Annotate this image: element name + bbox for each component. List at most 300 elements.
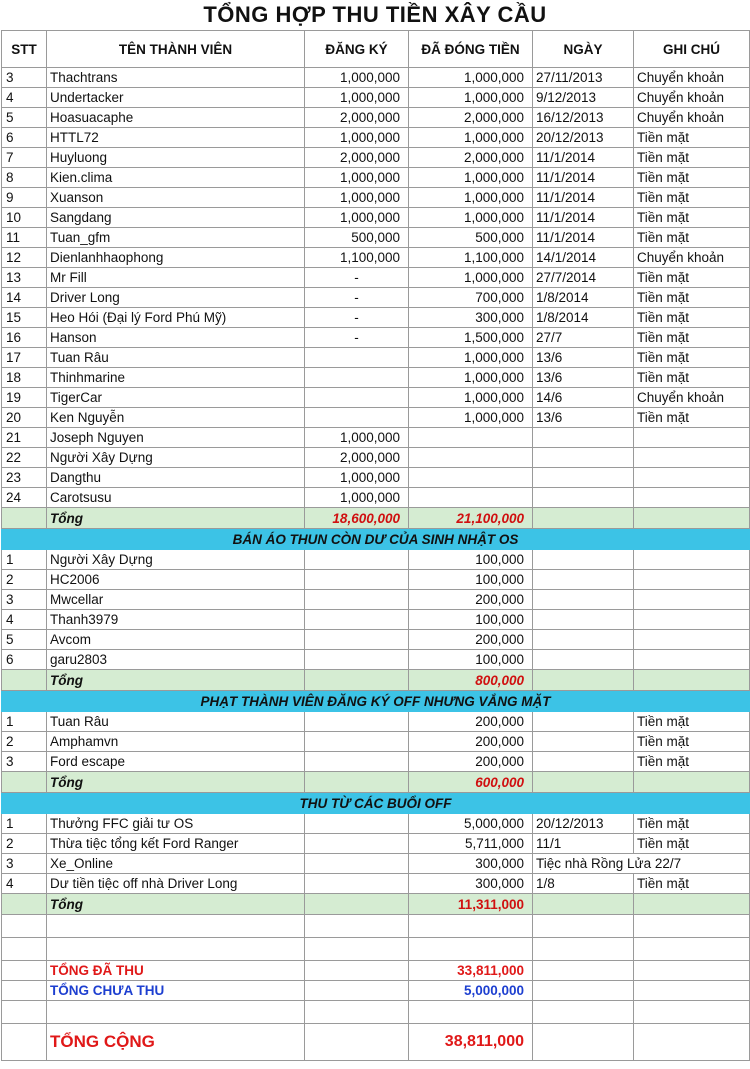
payment-date: 27/7 [533,328,634,348]
stt-cell: 3 [2,590,47,610]
stt-cell: 1 [2,550,47,570]
empty-cell [305,712,409,732]
registered-amount: 1,100,000 [305,248,409,268]
registered-amount: 1,000,000 [305,88,409,108]
blank-row [2,915,750,938]
empty-cell [533,630,634,650]
total-paid: 800,000 [409,670,533,691]
col-paid: ĐÃ ĐÓNG TIỀN [409,31,533,68]
registered-amount [305,348,409,368]
stt-cell: 10 [2,208,47,228]
registered-amount: 1,000,000 [305,188,409,208]
empty-cell [533,752,634,772]
member-name: Tuan_gfm [47,228,305,248]
registered-amount: 2,000,000 [305,108,409,128]
empty-cell [634,650,750,670]
off-row [2,834,750,854]
paid-amount: 700,000 [409,288,533,308]
shirt-row [2,590,750,610]
stt-cell: 2 [2,834,47,854]
registered-amount: 1,000,000 [305,68,409,88]
member-row [2,488,750,508]
payment-note: Tiền mặt [634,348,750,368]
payment-date: 11/1/2014 [533,228,634,248]
payment-date: 13/6 [533,408,634,428]
empty-cell [409,938,533,961]
stt-cell: 3 [2,854,47,874]
empty-cell [305,938,409,961]
payment-note: Tiền mặt [634,208,750,228]
paid-amount: 300,000 [409,854,533,874]
registered-amount: 1,000,000 [305,208,409,228]
total-row [2,670,750,691]
member-name: Người Xây Dựng [47,448,305,468]
total-label: Tổng [47,508,305,529]
empty-cell [305,854,409,874]
member-name: Thưởng FFC giải tư OS [47,814,305,834]
registered-amount: 2,000,000 [305,148,409,168]
empty-cell [305,732,409,752]
member-name: Thanh3979 [47,610,305,630]
member-name: Joseph Nguyen [47,428,305,448]
paid-amount: 5,000,000 [409,814,533,834]
member-row [2,328,750,348]
shirt-row [2,570,750,590]
empty-cell [305,981,409,1001]
stt-cell: 17 [2,348,47,368]
off-row [2,854,750,874]
empty-cell [634,981,750,1001]
payment-note: Chuyển khoản [634,68,750,88]
col-name: TÊN THÀNH VIÊN [47,31,305,68]
total-paid: 11,311,000 [409,894,533,915]
payment-note: Chuyển khoản [634,88,750,108]
payment-note [634,448,750,468]
payment-note: Chuyển khoản [634,108,750,128]
stt-cell: 13 [2,268,47,288]
stt-cell: 19 [2,388,47,408]
member-name: Amphamvn [47,732,305,752]
payment-date [533,448,634,468]
member-row [2,88,750,108]
header-row [2,31,750,68]
member-name: Ken Nguyễn [47,408,305,428]
stt-cell: 21 [2,428,47,448]
empty-cell [634,508,750,529]
empty-cell [409,1001,533,1024]
paid-amount [409,468,533,488]
member-name: Dangthu [47,468,305,488]
registered-amount: - [305,328,409,348]
payment-date: 14/1/2014 [533,248,634,268]
member-row [2,248,750,268]
payment-note: Tiền mặt [634,874,750,894]
payment-date: 11/1/2014 [533,188,634,208]
member-name: Undertacker [47,88,305,108]
empty-cell [2,981,47,1001]
empty-cell [533,712,634,732]
registered-amount: 1,000,000 [305,468,409,488]
empty-cell [533,915,634,938]
empty-cell [634,1024,750,1061]
payment-note: Tiền mặt [634,128,750,148]
registered-amount: 500,000 [305,228,409,248]
paid-amount: 100,000 [409,650,533,670]
off-row [2,814,750,834]
member-row [2,228,750,248]
payment-note: Tiền mặt [634,408,750,428]
payment-note: Tiền mặt [634,188,750,208]
empty-cell [533,1024,634,1061]
grand-total-amount: 38,811,000 [409,1024,533,1061]
paid-amount: 200,000 [409,752,533,772]
stt-cell: 4 [2,874,47,894]
total-row [2,772,750,793]
empty-cell [2,938,47,961]
shirt-row [2,550,750,570]
member-name: Người Xây Dựng [47,550,305,570]
payment-date: 1/8/2014 [533,308,634,328]
stt-cell: 12 [2,248,47,268]
section-title: THU TỪ CÁC BUỔI OFF [2,793,750,814]
payment-date: 13/6 [533,368,634,388]
empty-cell [634,772,750,793]
empty-cell [533,938,634,961]
stt-cell: 24 [2,488,47,508]
stt-cell: 1 [2,712,47,732]
member-row [2,108,750,128]
stt-cell: 4 [2,610,47,630]
stt-cell: 2 [2,732,47,752]
payment-note: Tiền mặt [634,308,750,328]
payment-note: Tiền mặt [634,814,750,834]
empty-cell [305,1001,409,1024]
empty-cell [2,915,47,938]
empty-cell [305,915,409,938]
paid-amount: 1,000,000 [409,188,533,208]
member-row [2,288,750,308]
collected-label: TỔNG ĐÃ THU [47,961,305,981]
paid-amount: 1,000,000 [409,268,533,288]
stt-cell: 6 [2,128,47,148]
paid-amount: 1,000,000 [409,168,533,188]
paid-amount [409,428,533,448]
summary-row [2,961,750,981]
payment-date: 1/8 [533,874,634,894]
empty-cell [634,915,750,938]
payment-note: Tiền mặt [634,148,750,168]
empty-cell [634,670,750,691]
col-note: GHI CHÚ [634,31,750,68]
empty-cell [409,915,533,938]
empty-cell [634,610,750,630]
empty-cell [47,938,305,961]
member-name: Avcom [47,630,305,650]
registered-amount [305,368,409,388]
payment-date: 11/1 [533,834,634,854]
member-name: Driver Long [47,288,305,308]
member-row [2,308,750,328]
member-row [2,348,750,368]
empty-cell [533,570,634,590]
collected-amount: 33,811,000 [409,961,533,981]
payment-date: 20/12/2013 [533,814,634,834]
paid-amount: 5,711,000 [409,834,533,854]
member-name: Hanson [47,328,305,348]
stt-cell: 11 [2,228,47,248]
empty-cell [533,961,634,981]
paid-amount: 1,000,000 [409,348,533,368]
member-row [2,368,750,388]
empty-cell [305,894,409,915]
grand-total-label: TỔNG CỘNG [47,1024,305,1061]
stt-cell: 1 [2,814,47,834]
empty-cell [305,650,409,670]
empty-cell [2,1001,47,1024]
stt-cell: 5 [2,630,47,650]
member-name: Thinhmarine [47,368,305,388]
col-date: NGÀY [533,31,634,68]
payment-note: Tiền mặt [634,834,750,854]
stt-cell: 7 [2,148,47,168]
stt-cell: 8 [2,168,47,188]
stt-cell: 4 [2,88,47,108]
empty-cell [533,1001,634,1024]
member-name: Carotsusu [47,488,305,508]
empty-cell [305,752,409,772]
member-name: Xuanson [47,188,305,208]
member-name: Thachtrans [47,68,305,88]
paid-amount: 200,000 [409,732,533,752]
member-name: HC2006 [47,570,305,590]
payment-date: 13/6 [533,348,634,368]
payment-date: 11/1/2014 [533,208,634,228]
stt-cell: 22 [2,448,47,468]
empty-cell [533,508,634,529]
payment-note: Chuyển khoản [634,248,750,268]
fine-row [2,752,750,772]
empty-cell [305,1024,409,1061]
registered-amount: 1,000,000 [305,128,409,148]
empty-cell [305,550,409,570]
paid-amount: 1,100,000 [409,248,533,268]
payment-note: Tiền mặt [634,288,750,308]
sheet-title: TỔNG HỢP THU TIỀN XÂY CẦU [203,2,547,27]
member-name: Dư tiền tiệc off nhà Driver Long [47,874,305,894]
total-row [2,894,750,915]
paid-amount: 1,000,000 [409,408,533,428]
paid-amount: 100,000 [409,610,533,630]
stt-cell: 14 [2,288,47,308]
empty-cell [533,610,634,630]
section-header-row [2,793,750,814]
empty-cell [2,894,47,915]
member-row [2,68,750,88]
empty-cell [2,772,47,793]
member-row [2,408,750,428]
empty-cell [305,834,409,854]
payment-date [533,468,634,488]
fine-row [2,732,750,752]
registered-amount: 1,000,000 [305,488,409,508]
section-header-row [2,529,750,550]
registered-amount: 1,000,000 [305,428,409,448]
payment-note [634,488,750,508]
member-name: Ford escape [47,752,305,772]
empty-cell [47,915,305,938]
empty-cell [533,732,634,752]
empty-cell [305,610,409,630]
member-name: Hoasuacaphe [47,108,305,128]
stt-cell: 23 [2,468,47,488]
empty-cell [305,630,409,650]
total-label: Tổng [47,670,305,691]
member-name: Mwcellar [47,590,305,610]
empty-cell [533,981,634,1001]
total-row [2,508,750,529]
payment-date: 11/1/2014 [533,168,634,188]
shirt-row [2,650,750,670]
payment-note: Tiền mặt [634,268,750,288]
empty-cell [305,814,409,834]
stt-cell: 3 [2,752,47,772]
empty-cell [533,894,634,915]
member-row [2,168,750,188]
total-label: Tổng [47,894,305,915]
member-name: Kien.clima [47,168,305,188]
empty-cell [47,1001,305,1024]
payment-note [634,428,750,448]
empty-cell [2,670,47,691]
empty-cell [634,570,750,590]
stt-cell: 5 [2,108,47,128]
off-row [2,874,750,894]
uncollected-amount: 5,000,000 [409,981,533,1001]
paid-amount: 300,000 [409,308,533,328]
stt-cell: 6 [2,650,47,670]
payment-date: 27/7/2014 [533,268,634,288]
registered-amount: 1,000,000 [305,168,409,188]
registered-amount: - [305,308,409,328]
payment-date: 11/1/2014 [533,148,634,168]
payment-note: Tiền mặt [634,328,750,348]
member-name: Tuan Râu [47,348,305,368]
empty-cell [305,772,409,793]
member-row [2,148,750,168]
stt-cell: 9 [2,188,47,208]
paid-amount: 1,000,000 [409,88,533,108]
paid-amount: 100,000 [409,550,533,570]
payment-date: 20/12/2013 [533,128,634,148]
empty-cell [634,590,750,610]
stt-cell: 3 [2,68,47,88]
member-row [2,468,750,488]
paid-amount: 2,000,000 [409,148,533,168]
empty-cell [305,570,409,590]
empty-cell [305,874,409,894]
paid-amount: 200,000 [409,590,533,610]
payment-note: Tiền mặt [634,168,750,188]
grand-total-row [2,1024,750,1061]
member-row [2,428,750,448]
empty-cell [305,670,409,691]
paid-amount: 1,500,000 [409,328,533,348]
member-name: HTTL72 [47,128,305,148]
section-title: PHẠT THÀNH VIÊN ĐĂNG KÝ OFF NHƯNG VẮNG MẶT [2,691,750,712]
empty-cell [305,590,409,610]
paid-amount: 300,000 [409,874,533,894]
payment-date: 27/11/2013 [533,68,634,88]
collection-table [1,30,750,1061]
registered-amount: - [305,288,409,308]
shirt-row [2,630,750,650]
member-name: Sangdang [47,208,305,228]
member-name: Tuan Râu [47,712,305,732]
payment-note: Tiền mặt [634,712,750,732]
member-name: Dienlanhhaophong [47,248,305,268]
empty-cell [2,1024,47,1061]
member-row [2,268,750,288]
member-name: garu2803 [47,650,305,670]
member-row [2,208,750,228]
stt-cell: 2 [2,570,47,590]
member-name: Mr Fill [47,268,305,288]
payment-date [533,428,634,448]
member-row [2,128,750,148]
member-name: Thừa tiệc tổng kết Ford Ranger [47,834,305,854]
payment-date: 1/8/2014 [533,288,634,308]
total-label: Tổng [47,772,305,793]
member-name: Huyluong [47,148,305,168]
empty-cell [634,894,750,915]
payment-date: Tiệc nhà Rồng Lửa 22/7 [533,854,750,874]
empty-cell [305,961,409,981]
paid-amount: 200,000 [409,630,533,650]
paid-amount: 100,000 [409,570,533,590]
uncollected-label: TỔNG CHƯA THU [47,981,305,1001]
section-title: BÁN ÁO THUN CÒN DƯ CỦA SINH NHẬT OS [2,529,750,550]
summary-row [2,981,750,1001]
registered-amount: - [305,268,409,288]
payment-date: 9/12/2013 [533,88,634,108]
member-row [2,448,750,468]
paid-amount [409,448,533,468]
empty-cell [533,590,634,610]
empty-cell [634,630,750,650]
empty-cell [634,550,750,570]
payment-note: Tiền mặt [634,368,750,388]
member-name: Heo Hói (Đại lý Ford Phú Mỹ) [47,308,305,328]
table-body [2,68,750,1061]
section-header-row [2,691,750,712]
paid-amount: 200,000 [409,712,533,732]
empty-cell [533,670,634,691]
payment-note: Tiền mặt [634,752,750,772]
empty-cell [2,508,47,529]
member-name: TigerCar [47,388,305,408]
paid-amount: 1,000,000 [409,208,533,228]
payment-note: Chuyển khoản [634,388,750,408]
paid-amount: 2,000,000 [409,108,533,128]
total-paid: 21,100,000 [409,508,533,529]
registered-amount [305,408,409,428]
empty-cell [634,1001,750,1024]
stt-cell: 15 [2,308,47,328]
paid-amount: 1,000,000 [409,128,533,148]
empty-cell [533,650,634,670]
paid-amount: 500,000 [409,228,533,248]
empty-cell [634,938,750,961]
